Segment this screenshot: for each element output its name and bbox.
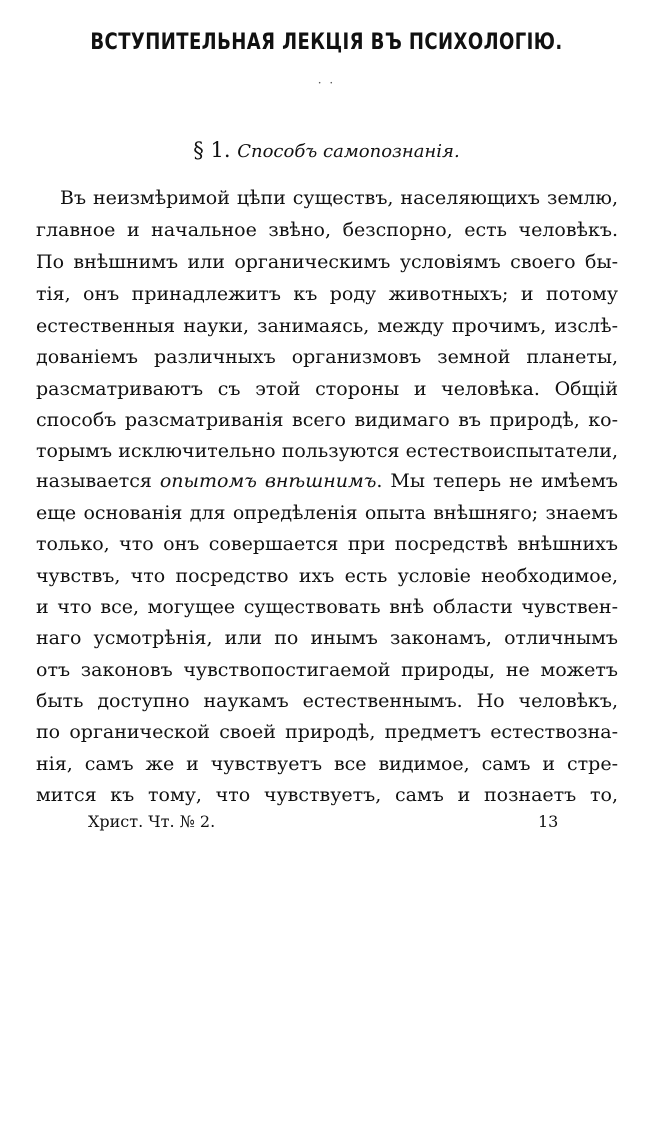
text-segment: называется	[36, 470, 160, 492]
text-line: наго усмотрѣнія, или по инымъ законамъ, отличнымъ	[36, 627, 618, 649]
text-line: торымъ исключительно пользуются естествоиспытатели,	[36, 440, 618, 462]
text-line	[36, 466, 618, 496]
text-line: естественныя науки, занимаясь, между прочимъ, изслѣ-	[36, 315, 618, 337]
signature-mark: Христ. Чт. № 2.	[88, 812, 216, 831]
text-line: по органической своей природѣ, предметъ естествозна-	[36, 721, 618, 743]
italic-term: опытомъ внѣшнимъ	[159, 470, 377, 492]
text-line: главное и начальное звѣно, безспорно, есть человѣкъ.	[36, 219, 618, 241]
text-line: еще основанія для опредѣленія опыта внѣшняго; знаемъ	[36, 502, 618, 524]
text-line: только, что онъ совершается при посредствѣ внѣшнихъ	[36, 533, 618, 555]
text-line: По внѣшнимъ или органическимъ условіямъ своего бы-	[36, 251, 618, 273]
text-line: чувствъ, что посредство ихъ есть условіе необходимое,	[36, 565, 618, 587]
page-title: ВСТУПИТЕЛЬНАЯ ЛЕКЦІЯ ВЪ ПСИХОЛОГІЮ.	[90, 30, 563, 55]
section-heading	[0, 138, 653, 162]
text-line: способъ разсматриванія всего видимаго въ природѣ, ко-	[36, 409, 618, 431]
section-name: Способъ самопознанія.	[237, 141, 460, 162]
text-line: дованіемъ различныхъ организмовъ земной планеты,	[36, 346, 618, 368]
text-line: разсматриваютъ съ этой стороны и человѣка. Общій	[36, 378, 618, 400]
title-separator: · ·	[317, 76, 336, 90]
text-line: нія, самъ же и чувствуетъ все видимое, самъ и стре-	[36, 753, 618, 775]
text-segment: . Мы теперь не имѣемъ	[376, 470, 618, 492]
text-line: отъ законовъ чувствопостигаемой природы, не можетъ	[36, 659, 618, 681]
text-line: и что все, могущее существовать внѣ области чувствен-	[36, 596, 618, 618]
text-line: тія, онъ принадлежитъ къ роду животныхъ; и потому	[36, 283, 618, 305]
section-number: § 1.	[193, 138, 231, 162]
page-number: 13	[538, 812, 559, 831]
text-line: Въ неизмѣримой цѣпи существъ, населяющихъ землю,	[60, 187, 618, 209]
text-line: быть доступно наукамъ естественнымъ. Но человѣкъ,	[36, 690, 618, 712]
text-line: мится къ тому, что чувствуетъ, самъ и познаетъ то,	[36, 784, 618, 806]
